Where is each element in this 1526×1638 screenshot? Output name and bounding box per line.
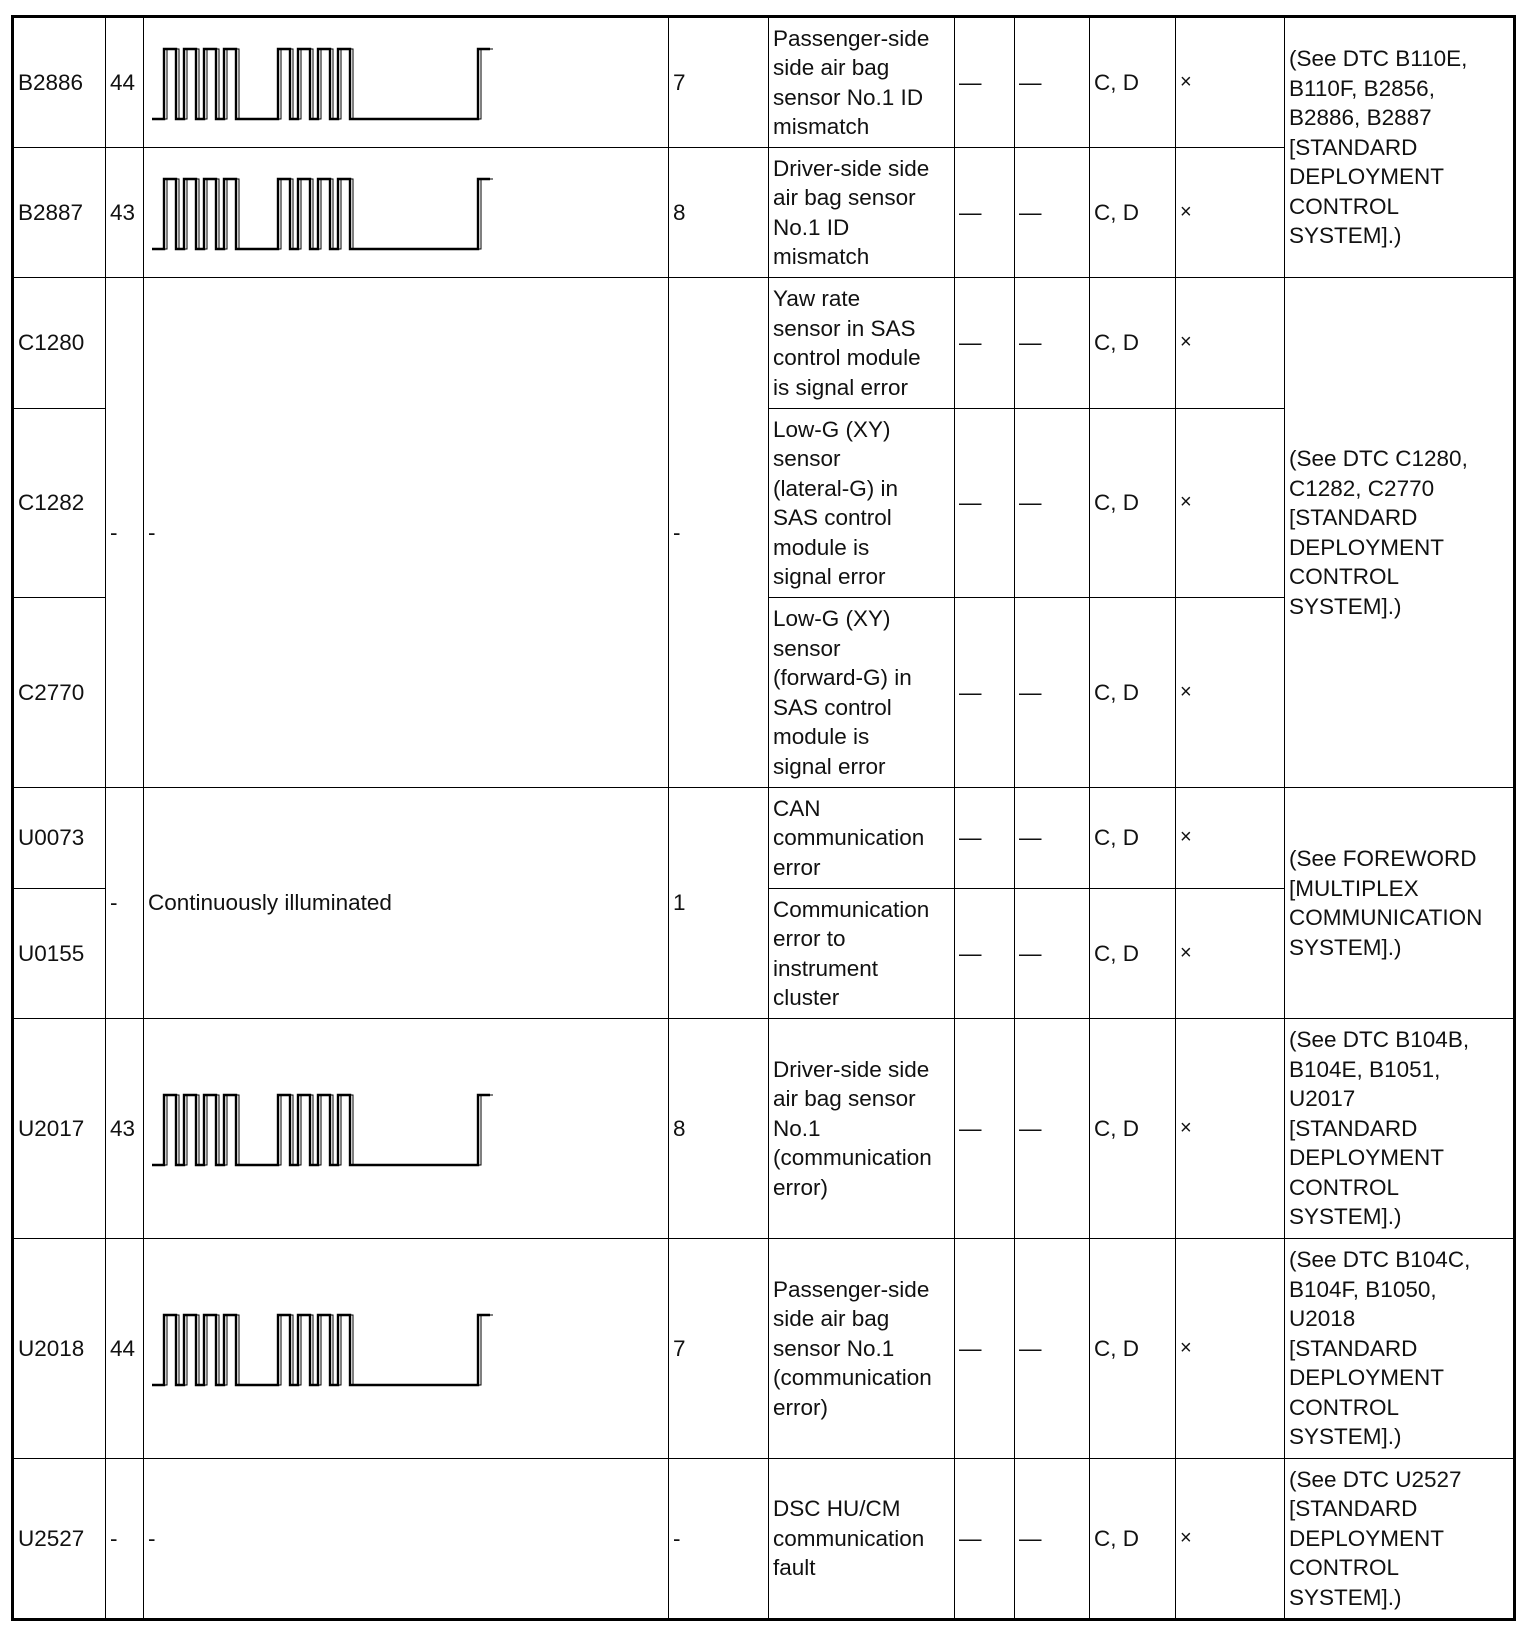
dtc-col-7: — [1015, 788, 1090, 889]
dtc-remarks: (See DTC B110E, B110F, B2856, B2886, B2887 [STANDARD DEPLOYMENT CONTROL SYSTEM].) [1285, 17, 1515, 278]
table-row [13, 278, 1515, 409]
flash-pattern [144, 1019, 669, 1239]
dtc-mark: × [1176, 409, 1285, 598]
flash-code: - [106, 1459, 144, 1620]
table-row [13, 1239, 1515, 1459]
dtc-description: CAN communication error [769, 788, 955, 889]
dtc-cd: C, D [1090, 788, 1176, 889]
dtc-col-6: — [955, 598, 1015, 788]
dtc-mark: × [1176, 1459, 1285, 1620]
dtc-code: C1280 [13, 278, 106, 409]
dtc-col-7: — [1015, 17, 1090, 148]
dtc-mark: × [1176, 889, 1285, 1019]
dtc-table-page [11, 15, 1513, 1621]
dtc-mark: × [1176, 148, 1285, 278]
waveform-outline [155, 179, 493, 249]
dtc-description: Low-G (XY) sensor (forward-G) in SAS control module is signal error [769, 598, 955, 788]
dtc-col-7: — [1015, 598, 1090, 788]
table-row [13, 1459, 1515, 1620]
dtc-code: B2886 [13, 17, 106, 148]
waveform-outline [155, 1095, 493, 1165]
flash-code: 44 [106, 17, 144, 148]
dtc-remarks: (See DTC C1280, C1282, C2770 [STANDARD DEPLOYMENT CONTROL SYSTEM].) [1285, 278, 1515, 788]
waveform-outline [155, 49, 493, 119]
dtc-cd: C, D [1090, 1239, 1176, 1459]
flash-pattern-waveform-icon [148, 1087, 572, 1171]
dtc-mark: × [1176, 17, 1285, 148]
dtc-remarks: (See DTC B104C, B104F, B1050, U2018 [STANDARD DEPLOYMENT CONTROL SYSTEM].) [1285, 1239, 1515, 1459]
flash-code: - [106, 278, 144, 788]
flash-pattern: - [144, 1459, 669, 1620]
dtc-cd: C, D [1090, 598, 1176, 788]
dtc-code: U2018 [13, 1239, 106, 1459]
dtc-col-7: — [1015, 1239, 1090, 1459]
dtc-cd: C, D [1090, 17, 1176, 148]
flash-code: - [106, 788, 144, 1019]
dtc-col-7: — [1015, 148, 1090, 278]
lamp-flash-count: 7 [669, 1239, 769, 1459]
dtc-cd: C, D [1090, 1459, 1176, 1620]
dtc-code: U0155 [13, 889, 106, 1019]
dtc-remarks: (See FOREWORD [MULTIPLEX COMMUNICATION SYSTEM].) [1285, 788, 1515, 1019]
dtc-cd: C, D [1090, 889, 1176, 1019]
dtc-col-6: — [955, 17, 1015, 148]
dtc-mark: × [1176, 1019, 1285, 1239]
lamp-flash-count: - [669, 1459, 769, 1620]
dtc-col-6: — [955, 1459, 1015, 1620]
flash-pattern: - [144, 278, 669, 788]
dtc-col-6: — [955, 148, 1015, 278]
dtc-col-6: — [955, 278, 1015, 409]
table-row [13, 788, 1515, 889]
flash-pattern-waveform-icon [148, 41, 572, 125]
dtc-code: U0073 [13, 788, 106, 889]
dtc-col-6: — [955, 788, 1015, 889]
dtc-cd: C, D [1090, 1019, 1176, 1239]
dtc-mark: × [1176, 1239, 1285, 1459]
dtc-mark: × [1176, 598, 1285, 788]
lamp-flash-count: 1 [669, 788, 769, 1019]
dtc-col-7: — [1015, 409, 1090, 598]
flash-pattern [144, 148, 669, 278]
dtc-col-6: — [955, 409, 1015, 598]
dtc-mark: × [1176, 788, 1285, 889]
flash-pattern [144, 17, 669, 148]
dtc-col-6: — [955, 889, 1015, 1019]
dtc-remarks: (See DTC B104B, B104E, B1051, U2017 [STANDARD DEPLOYMENT CONTROL SYSTEM].) [1285, 1019, 1515, 1239]
lamp-flash-count: 8 [669, 1019, 769, 1239]
dtc-cd: C, D [1090, 409, 1176, 598]
dtc-description: Driver-side side air bag sensor No.1 ID mismatch [769, 148, 955, 278]
dtc-description: Yaw rate sensor in SAS control module is signal error [769, 278, 955, 409]
dtc-description: Communication error to instrument cluster [769, 889, 955, 1019]
dtc-cd: C, D [1090, 148, 1176, 278]
lamp-flash-count: - [669, 278, 769, 788]
dtc-description: Driver-side side air bag sensor No.1 (communication error) [769, 1019, 955, 1239]
lamp-flash-count: 7 [669, 17, 769, 148]
dtc-col-7: — [1015, 278, 1090, 409]
dtc-col-7: — [1015, 889, 1090, 1019]
dtc-code: U2017 [13, 1019, 106, 1239]
dtc-mark: × [1176, 278, 1285, 409]
dtc-description: Passenger-side side air bag sensor No.1 (communication error) [769, 1239, 955, 1459]
dtc-description: DSC HU/CM communication fault [769, 1459, 955, 1620]
dtc-remarks: (See DTC U2527 [STANDARD DEPLOYMENT CONTROL SYSTEM].) [1285, 1459, 1515, 1620]
flash-code: 43 [106, 148, 144, 278]
table-row [13, 1019, 1515, 1239]
dtc-code: B2887 [13, 148, 106, 278]
flash-pattern-waveform-icon [148, 171, 572, 255]
dtc-col-7: — [1015, 1459, 1090, 1620]
flash-pattern [144, 1239, 669, 1459]
lamp-flash-count: 8 [669, 148, 769, 278]
flash-pattern-waveform-icon [148, 1307, 572, 1391]
dtc-col-7: — [1015, 1019, 1090, 1239]
dtc-code: C2770 [13, 598, 106, 788]
dtc-code: U2527 [13, 1459, 106, 1620]
table-row [13, 17, 1515, 148]
dtc-code: C1282 [13, 409, 106, 598]
waveform-outline [155, 1315, 493, 1385]
dtc-description: Passenger-side side air bag sensor No.1 ID mismatch [769, 17, 955, 148]
dtc-col-6: — [955, 1239, 1015, 1459]
dtc-cd: C, D [1090, 278, 1176, 409]
dtc-col-6: — [955, 1019, 1015, 1239]
flash-code: 43 [106, 1019, 144, 1239]
flash-code: 44 [106, 1239, 144, 1459]
dtc-description: Low-G (XY) sensor (lateral-G) in SAS control module is signal error [769, 409, 955, 598]
dtc-table [11, 15, 1516, 1621]
flash-pattern: Continuously illuminated [144, 788, 669, 1019]
